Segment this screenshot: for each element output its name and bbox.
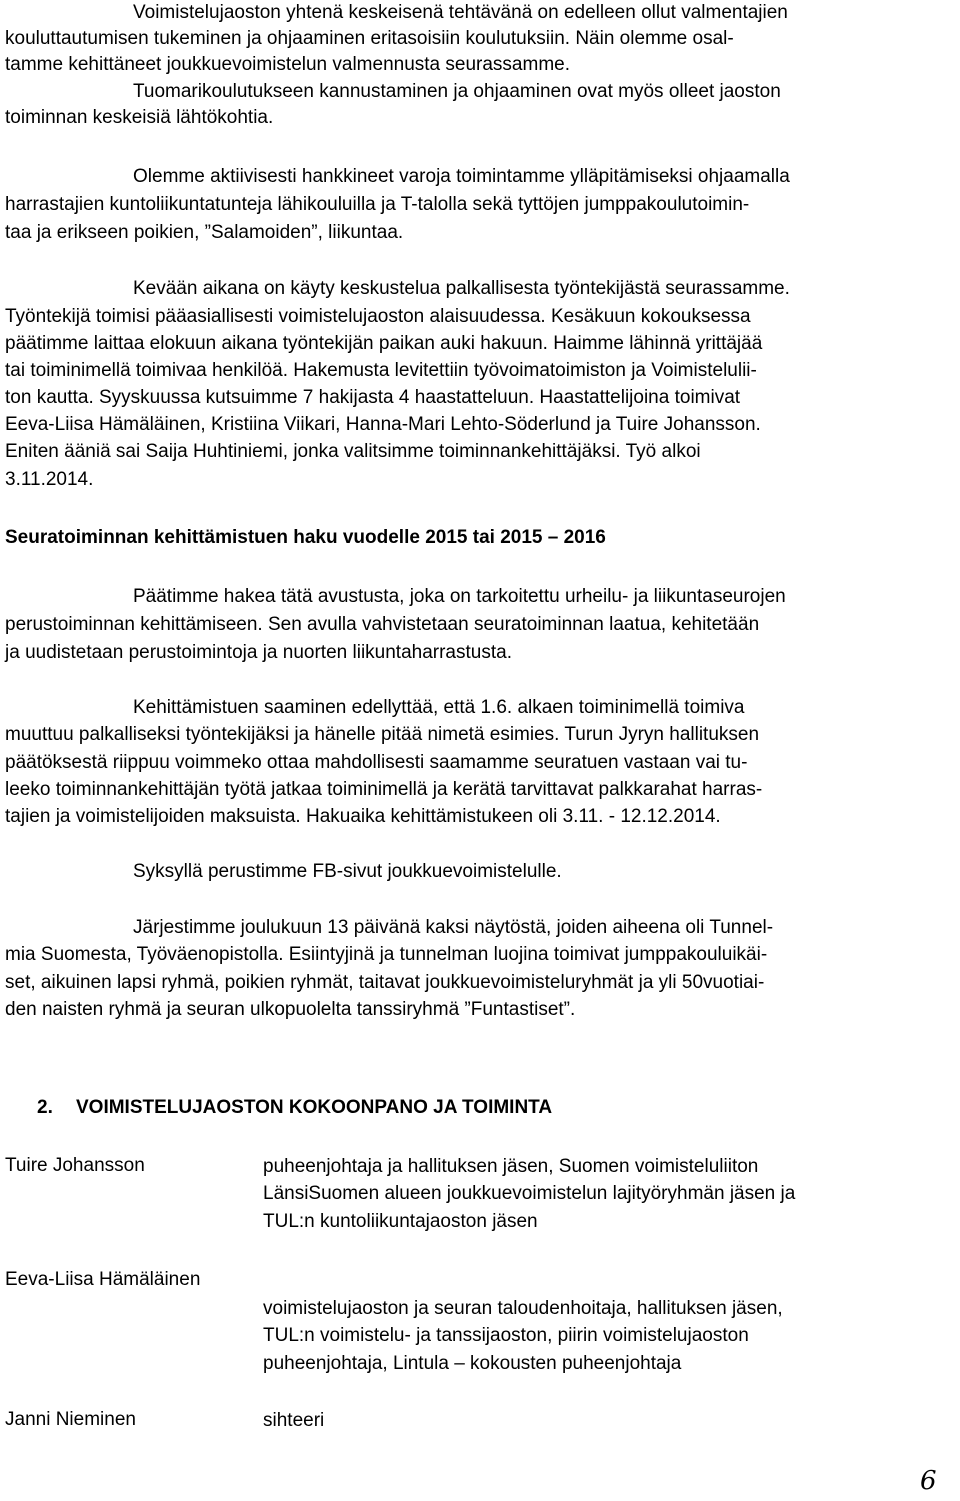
subheading: Seuratoiminnan kehittämistuen haku vuodelle 2015 tai 2015 – 2016	[5, 527, 606, 548]
text-line: Tuomarikoulutukseen kannustaminen ja ohjaaminen ovat myös olleet jaoston	[133, 81, 781, 102]
text-line: Kevään aikana on käyty keskustelua palkallisesta työntekijästä seurassamme.	[133, 278, 790, 299]
text-line: perustoiminnan kehittämiseen. Sen avulla vahvistetaan seuratoiminnan laatua, kehitetään	[5, 614, 760, 635]
text-line: tajien ja voimistelijoiden maksuista. Hakuaika kehittämistukeen oli 3.11. - 12.12.2014.	[5, 806, 721, 827]
text-line: leeko toiminnankehittäjän työtä jatkaa toiminimellä ja kerätä tarvittavat palkkarahat harras-	[5, 779, 763, 800]
page-number: 6	[920, 1466, 937, 1496]
text-line: Olemme aktiivisesti hankkineet varoja toimintamme ylläpitämiseksi ohjaamalla	[133, 166, 790, 187]
text-line: toiminnan keskeisiä lähtökohtia.	[5, 107, 274, 128]
text-line: harrastajien kuntoliikuntatunteja lähikouluilla ja T-talolla sekä tyttöjen jumppakoulutoimin-	[5, 194, 750, 215]
text-line: kouluttautumisen tukeminen ja ohjaaminen eritasoisiin koulutuksiin. Näin olemme osal-	[5, 28, 734, 49]
text-line: ja uudistetaan perustoimintoja ja nuorten liikuntaharrastusta.	[5, 642, 512, 663]
member-role-line: puheenjohtaja, Lintula – kokousten puheenjohtaja	[263, 1353, 682, 1374]
text-line: Päätimme hakea tätä avustusta, joka on tarkoitettu urheilu- ja liikuntaseurojen	[133, 586, 786, 607]
text-line: mia Suomesta, Työväenopistolla. Esiintyjinä ja tunnelman luojina toimivat jumppakouluikäi-	[5, 944, 768, 965]
text-line: Eeva-Liisa Hämäläinen, Kristiina Viikari, Hanna-Mari Lehto-Söderlund ja Tuire Johansson.	[5, 414, 761, 435]
text-line: Voimistelujaoston yhtenä keskeisenä tehtävänä on edelleen ollut valmentajien	[133, 2, 788, 23]
member-role-line: puheenjohtaja ja hallituksen jäsen, Suomen voimisteluliiton	[263, 1156, 759, 1177]
member-name: Tuire Johansson	[5, 1155, 145, 1176]
text-line: set, aikuinen lapsi ryhmä, poikien ryhmät, taitavat joukkuevoimisteluryhmät ja yli 50vuotiai-	[5, 972, 765, 993]
section-heading-number: 2.	[37, 1097, 53, 1118]
text-line: päätöksestä riippuu voimmeko ottaa mahdollisesti saamamme seuratuen vastaan vai tu-	[5, 752, 748, 773]
text-line: 3.11.2014.	[5, 469, 94, 490]
member-role-line: LänsiSuomen alueen joukkuevoimistelun lajityöryhmän jäsen ja	[263, 1183, 796, 1204]
member-role-line: TUL:n kuntoliikuntajaoston jäsen	[263, 1211, 538, 1232]
member-name: Eeva-Liisa Hämäläinen	[5, 1269, 201, 1290]
member-role-line: TUL:n voimistelu- ja tanssijaoston, piirin voimistelujaoston	[263, 1325, 749, 1346]
text-line: päätimme laittaa elokuun aikana työntekijän paikan auki hakuun. Haimme lähinnä yrittäjää	[5, 333, 763, 354]
text-line: Syksyllä perustimme FB-sivut joukkuevoimistelulle.	[133, 861, 562, 882]
text-line: ton kautta. Syyskuussa kutsuimme 7 hakijasta 4 haastatteluun. Haastattelijoina toimivat	[5, 387, 741, 408]
text-line: Järjestimme joulukuun 13 päivänä kaksi näytöstä, joiden aiheena oli Tunnel-	[133, 917, 774, 938]
text-line: taa ja erikseen poikien, ”Salamoiden”, liikuntaa.	[5, 222, 404, 243]
member-role-line: sihteeri	[263, 1410, 325, 1431]
section-heading-title: VOIMISTELUJAOSTON KOKOONPANO JA TOIMINTA	[76, 1097, 553, 1118]
text-line: Työntekijä toimisi pääasiallisesti voimistelujaoston alaisuudessa. Kesäkuun kokouksessa	[5, 306, 751, 327]
text-line: Kehittämistuen saaminen edellyttää, että 1.6. alkaen toiminimellä toimiva	[133, 697, 745, 718]
member-name: Janni Nieminen	[5, 1409, 136, 1430]
member-role-line: voimistelujaoston ja seuran taloudenhoitaja, hallituksen jäsen,	[263, 1298, 783, 1319]
text-line: den naisten ryhmä ja seuran ulkopuolelta tanssiryhmä ”Funtastiset”.	[5, 999, 576, 1020]
text-line: Eniten ääniä sai Saija Huhtiniemi, jonka valitsimme toiminnankehittäjäksi. Työ alkoi	[5, 441, 701, 462]
text-line: tai toiminimellä toimivaa henkilöä. Hakemusta levitettiin työvoimatoimiston ja Voimistelulii-	[5, 360, 757, 381]
text-line: muuttuu palkalliseksi työntekijäksi ja hänelle pitää nimetä esimies. Turun Jyryn hallituksen	[5, 724, 760, 745]
text-line: tamme kehittäneet joukkuevoimistelun valmennusta seurassamme.	[5, 54, 570, 75]
